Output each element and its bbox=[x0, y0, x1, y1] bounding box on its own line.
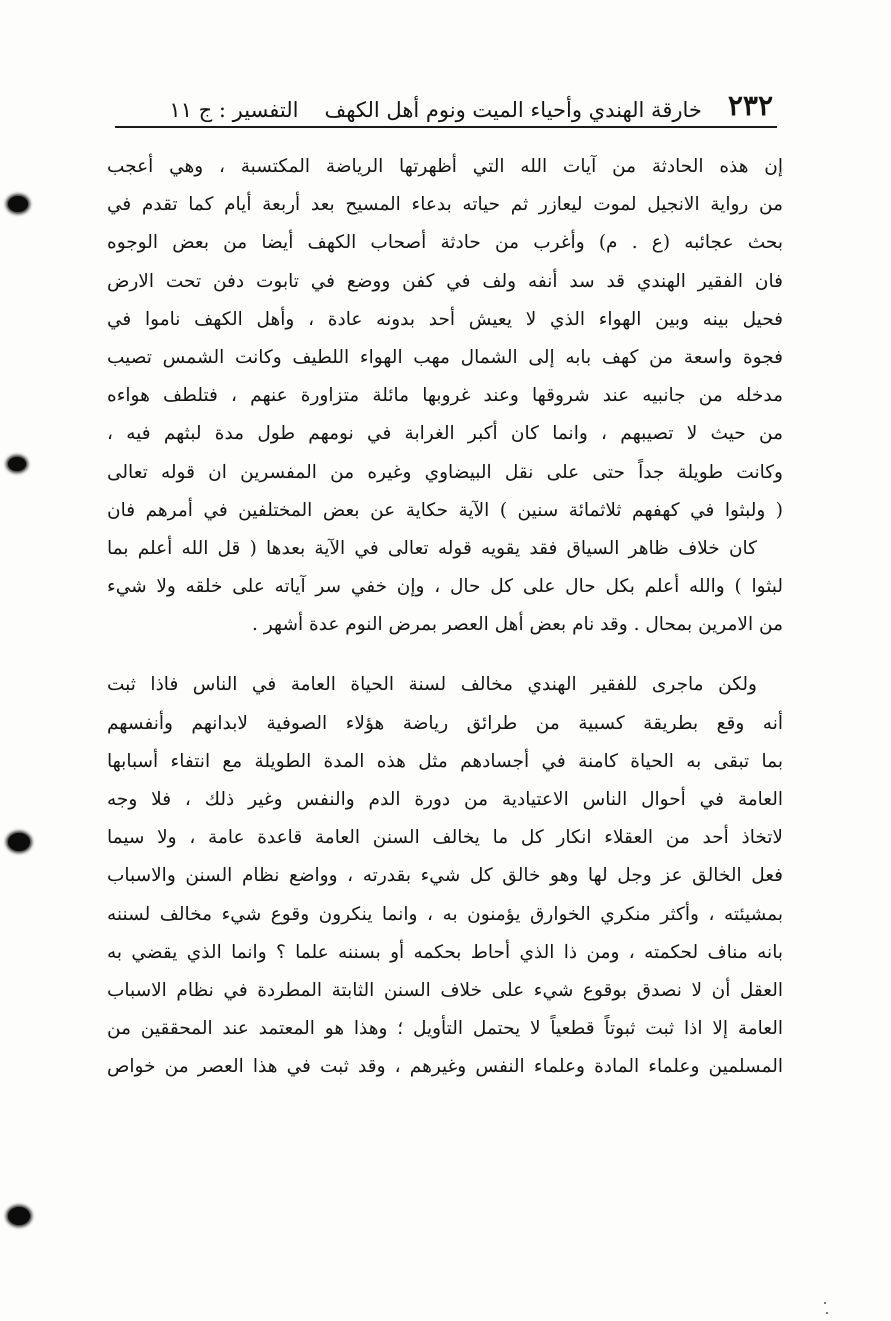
text-line: العامة في أحوال الناس الاعتيادية من دورة الدم والنفس وغير ذلك ، فلا وجه bbox=[107, 789, 783, 810]
page-header bbox=[118, 82, 773, 122]
text-line: إن هذه الحادثة من آيات الله التي أظهرتها الرياضة المكتسبة ، وهي أعجب bbox=[107, 156, 783, 177]
text-line: من الامرين بمحال . وقد نام بعض أهل العصر بمرض النوم عدة أشهر . bbox=[251, 614, 783, 636]
scan-speck bbox=[824, 1302, 826, 1304]
text-line: بمشيئته ، وأكثر منكري الخوارق يؤمنون به ، وانما ينكرون وقوع شيء مخالف لسننه bbox=[107, 903, 783, 925]
text-line: فعل الخالق عز وجل لها وهو خالق كل شيء بقدرته ، وواضع نظام السنن والاسباب bbox=[107, 865, 783, 887]
text-line: ( ولبثوا في كهفهم ثلاثمائة سنين ) الآية حكاية عن بعض المختلفين في أمرهم فان bbox=[107, 499, 783, 521]
paragraph-gap bbox=[107, 644, 783, 666]
text-line: فان الفقير الهندي قد سد أنفه ولف في كفن ووضع في تابوت دفن تحت الارض bbox=[107, 270, 783, 292]
book-volume: التفسير : ج ١١ bbox=[169, 98, 299, 122]
binding-hole-mark bbox=[8, 833, 30, 851]
text-line: من رواية الانجيل لموت ليعازر ثم حياته بدعاء المسيح بعد أربعة أيام كما تقدم في bbox=[107, 194, 783, 216]
text-line: العامة إلا اذا ثبت ثبوتاً قطعياً لا يحتمل التأويل ؛ وهذا هو المعتمد عند المحققين من bbox=[107, 1018, 783, 1040]
text-line: فحيل بينه وبين الهواء الذي لا يعيش أحد بدونه عادة ، وأهل الكهف ناموا في bbox=[107, 308, 783, 330]
text-line: بحث عجائبه (ع . م) وأغرب من حادثة أصحاب الكهف أيضا من بعض الوجوه bbox=[107, 232, 783, 254]
text-line: بانه مناف لحكمته ، ومن ذا الذي أحاط بحكمه أو بسننه علما ؟ وانما الذي يقضي به bbox=[107, 941, 783, 963]
body-text bbox=[107, 148, 783, 1087]
scan-speck bbox=[826, 1312, 828, 1314]
page-number: ٢٣٢ bbox=[727, 89, 773, 122]
text-line: أنه وقع بطريقة كسبية من طرائق رياضة هؤلاء الصوفية لابدانهم وأنفسهم bbox=[107, 712, 783, 734]
text-line: بما تبقى به الحياة كامنة في أجسادهم مثل هذه المدة الطويلة مع انتفاء أسبابها bbox=[107, 750, 783, 772]
text-line: مدخله من جانبيه عند شروقها وعند غروبها مائلة متزاورة عنهم ، فتلطف هواءه bbox=[107, 385, 783, 407]
text-line: من حيث لا تصيبهم ، وانما كان أكبر الغرابة في نومهم طول مدة لبثهم فيه ، bbox=[107, 423, 783, 445]
binding-hole-mark bbox=[8, 457, 26, 471]
text-line: فجوة واسعة من كهف بابه إلى الشمال مهب الهواء اللطيف وكانت الشمس تصيب bbox=[107, 346, 783, 368]
text-line: المسلمين وعلماء المادة وعلماء النفس وغيرهم ، وقد ثبت في هذا العصر من خواص bbox=[107, 1056, 783, 1078]
text-line: كان خلاف ظاهر السياق فقد يقويه قوله تعالى في الآية بعدها ( قل الله أعلم بما bbox=[107, 537, 757, 559]
text-line: لاتخاذ أحد من العقلاء انكار كل ما يخالف السنن العامة قاعدة عامة ، ولا سيما bbox=[107, 827, 783, 849]
header-rule bbox=[115, 126, 777, 128]
binding-hole-mark bbox=[8, 196, 28, 212]
paragraph-2 bbox=[107, 666, 783, 1086]
text-line: لبثوا ) والله أعلم بكل حال على كل حال ، وإن خفي سر آياته على خلقه ولا شيء bbox=[107, 576, 783, 598]
paragraph-1 bbox=[107, 148, 783, 644]
binding-hole-mark bbox=[8, 1207, 30, 1225]
text-line: ولكن ماجرى للفقير الهندي مخالف لسنة الحياة العامة في الناس فاذا ثبت bbox=[107, 674, 757, 696]
text-line: العقل أن لا نصدق بوقوع شيء على خلاف السنن الثابتة المطردة في نظام الاسباب bbox=[107, 979, 783, 1001]
text-line: وكانت طويلة جداً حتى على نقل البيضاوي وغيره من المفسرين ان قوله تعالى bbox=[107, 461, 783, 483]
running-title: خارقة الهندي وأحياء الميت ونوم أهل الكهف bbox=[324, 98, 702, 122]
